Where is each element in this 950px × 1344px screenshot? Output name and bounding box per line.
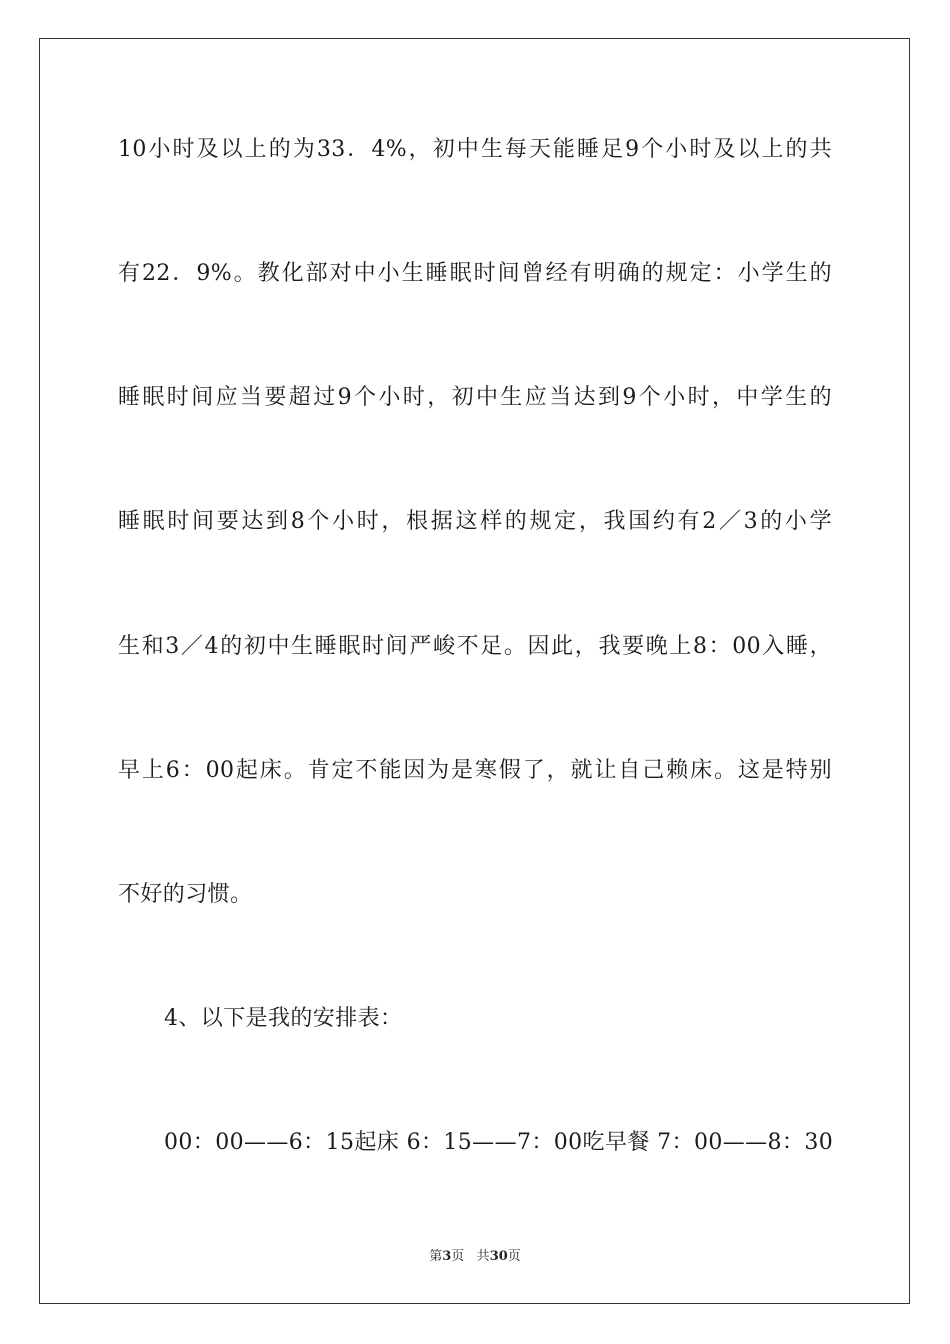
section-heading: 4、以下是我的安排表： [164,1006,403,1031]
page-border [39,38,910,1304]
current-page-number: 3 [442,1249,452,1264]
paragraph-line-7: 不好的习惯。 [118,882,253,907]
total-page-number: 30 [489,1249,508,1264]
page-footer [0,1249,950,1265]
paragraph-line-2: 有22．9%。教化部对中小生睡眠时间曾经有明确的规定：小学生的 [118,261,832,286]
schedule-line: 00：00——6：15起床 6：15——7：00吃早餐 7：00——8：30 [164,1130,834,1155]
paragraph-line-6: 早上6：00起床。肯定不能因为是寒假了，就让自己赖床。这是特别 [118,758,832,783]
page-prefix: 第 [429,1249,443,1264]
paragraph-line-3: 睡眠时间应当要超过9个小时，初中生应当达到9个小时，中学生的 [118,385,832,410]
total-prefix: 共 [476,1249,490,1264]
total-suffix: 页 [507,1249,521,1264]
paragraph-line-5: 生和3／4的初中生睡眠时间严峻不足。因此，我要晚上8：00入睡， [118,634,832,659]
page-suffix: 页 [451,1249,465,1264]
paragraph-line-4: 睡眠时间要达到8个小时，根据这样的规定，我国约有2／3的小学 [118,509,832,534]
paragraph-line-1: 10小时及以上的为33．4%，初中生每天能睡足9个小时及以上的共 [118,137,832,162]
